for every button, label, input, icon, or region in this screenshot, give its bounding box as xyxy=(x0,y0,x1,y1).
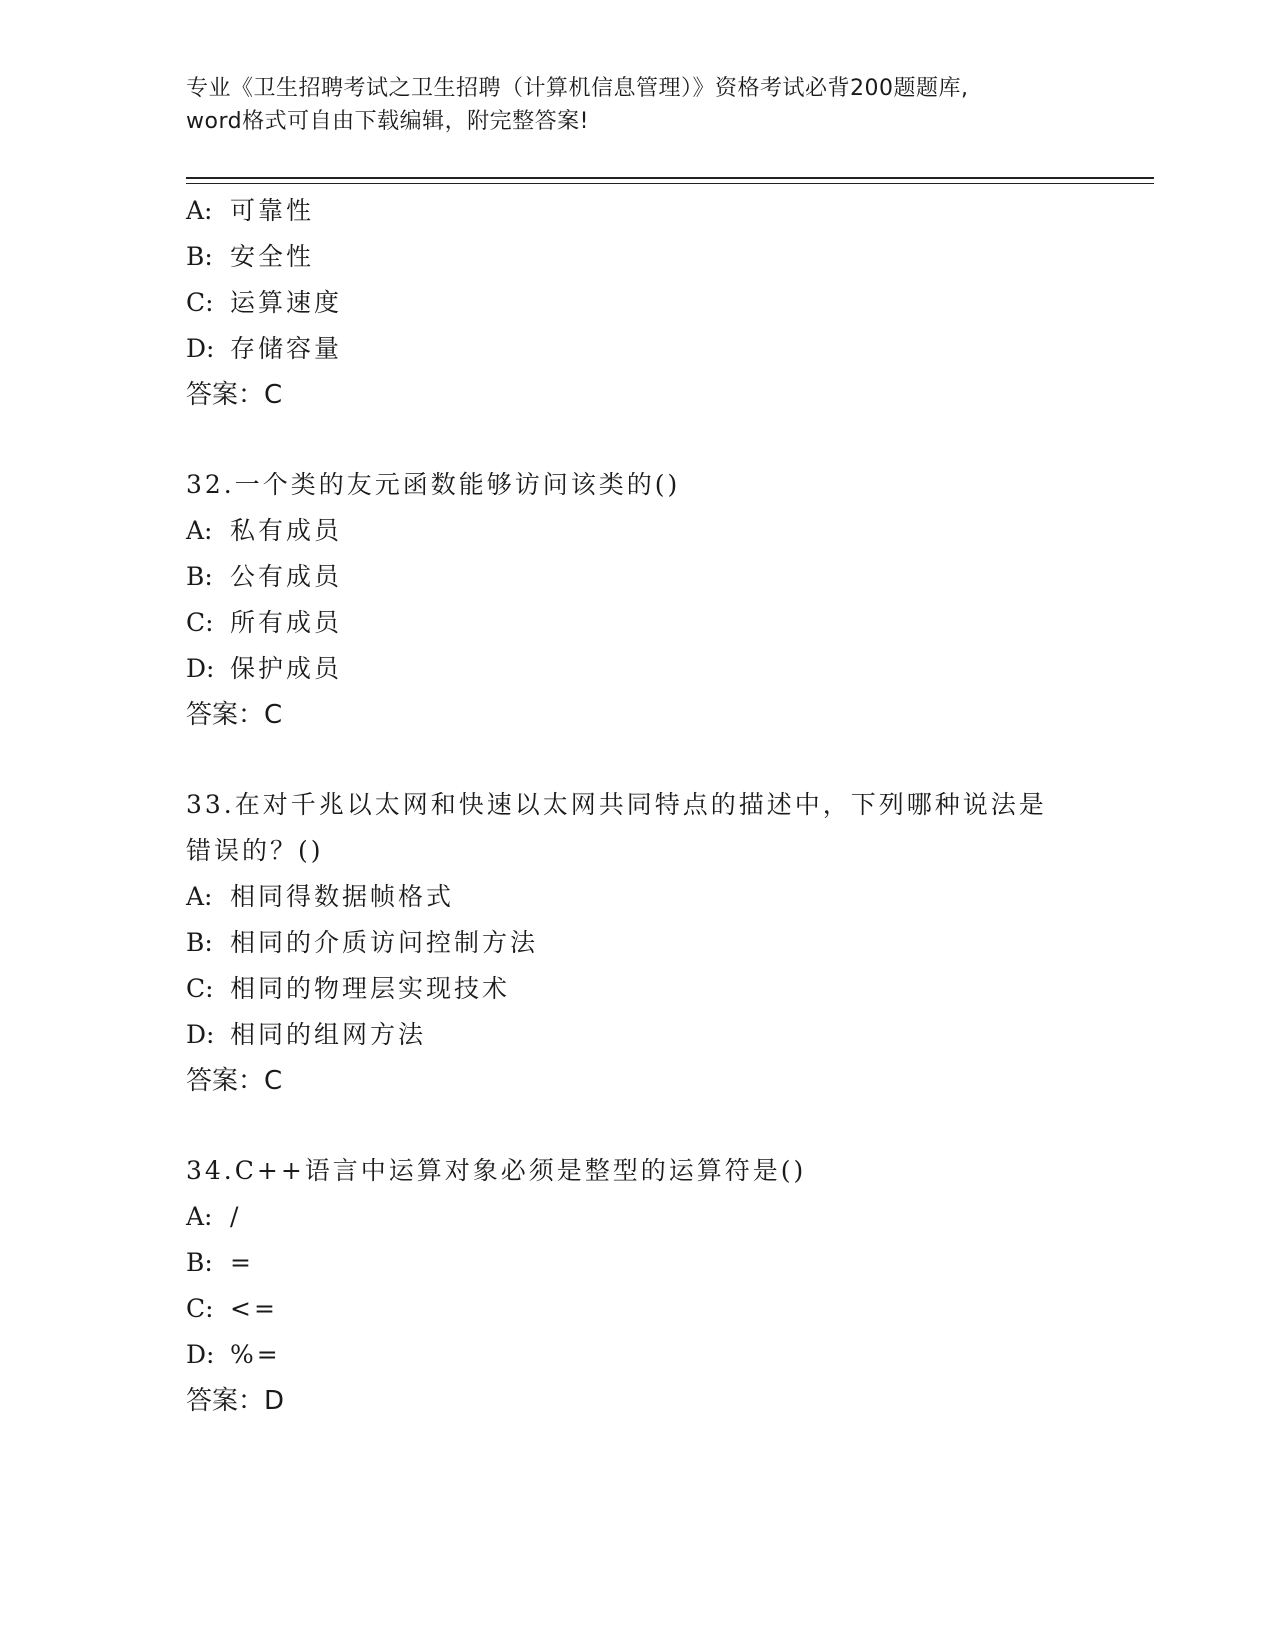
question-text-line-1: 33.在对千兆以太网和快速以太网共同特点的描述中，下列哪种说法是 xyxy=(186,790,1047,819)
option-b xyxy=(186,1240,1086,1286)
option-key: D: xyxy=(186,1020,215,1049)
option-key: D: xyxy=(186,654,215,683)
header-title-line-1: 专业《卫生招聘考试之卫生招聘（计算机信息管理）》资格考试必背200题题库, xyxy=(186,76,969,101)
option-text: 相同的物理层实现技术 xyxy=(230,974,511,1003)
option-a xyxy=(186,188,1086,234)
option-c xyxy=(186,600,1086,646)
header-divider-thin xyxy=(186,183,1154,184)
option-text: %= xyxy=(230,1340,281,1369)
question-33 xyxy=(186,782,1086,1104)
option-key: B: xyxy=(186,562,213,591)
option-text: 可靠性 xyxy=(230,196,315,225)
option-text: / xyxy=(230,1202,242,1231)
question-text: 32.一个类的友元函数能够访问该类的() xyxy=(186,470,681,499)
option-text: <= xyxy=(230,1294,278,1323)
header-title-line-2: word格式可自由下载编辑，附完整答案! xyxy=(186,109,589,134)
option-text: 保护成员 xyxy=(230,654,343,683)
option-d xyxy=(186,646,1086,692)
option-text: 安全性 xyxy=(230,242,315,271)
option-key: D: xyxy=(186,334,215,363)
answer-line: 答案：C xyxy=(186,380,283,410)
option-text: 相同的组网方法 xyxy=(230,1020,427,1049)
option-text: 相同的介质访问控制方法 xyxy=(230,928,539,957)
option-c xyxy=(186,966,1086,1012)
answer-line: 答案：D xyxy=(186,1386,285,1416)
option-key: C: xyxy=(186,1294,214,1323)
option-key: B: xyxy=(186,928,213,957)
option-key: D: xyxy=(186,1340,215,1369)
question-31 xyxy=(186,188,1086,418)
option-a xyxy=(186,1194,1086,1240)
option-text: 相同得数据帧格式 xyxy=(230,882,455,911)
option-a xyxy=(186,508,1086,554)
option-key: A: xyxy=(186,1202,213,1231)
option-key: B: xyxy=(186,242,213,271)
option-key: C: xyxy=(186,288,214,317)
answer-line: 答案：C xyxy=(186,1066,283,1096)
option-d xyxy=(186,1012,1086,1058)
option-b xyxy=(186,234,1086,280)
question-text-line-2: 错误的？() xyxy=(186,836,324,865)
option-b xyxy=(186,920,1086,966)
option-key: A: xyxy=(186,882,213,911)
option-b xyxy=(186,554,1086,600)
option-text: 私有成员 xyxy=(230,516,343,545)
option-d xyxy=(186,326,1086,372)
option-key: A: xyxy=(186,516,213,545)
option-text: 所有成员 xyxy=(230,608,343,637)
option-d xyxy=(186,1332,1086,1378)
option-c xyxy=(186,280,1086,326)
answer-line: 答案：C xyxy=(186,700,283,730)
question-text: 34.C++语言中运算对象必须是整型的运算符是() xyxy=(186,1156,807,1185)
option-text: = xyxy=(230,1248,254,1277)
option-text: 公有成员 xyxy=(230,562,343,591)
question-34 xyxy=(186,1148,1086,1424)
question-list xyxy=(186,188,1086,1424)
option-text: 存储容量 xyxy=(230,334,343,363)
option-key: C: xyxy=(186,608,214,637)
question-32 xyxy=(186,462,1086,738)
option-a xyxy=(186,874,1086,920)
option-key: C: xyxy=(186,974,214,1003)
header-divider-thick xyxy=(186,177,1154,179)
option-c xyxy=(186,1286,1086,1332)
document-header xyxy=(186,72,1086,138)
option-text: 运算速度 xyxy=(230,288,343,317)
option-key: B: xyxy=(186,1248,213,1277)
option-key: A: xyxy=(186,196,213,225)
